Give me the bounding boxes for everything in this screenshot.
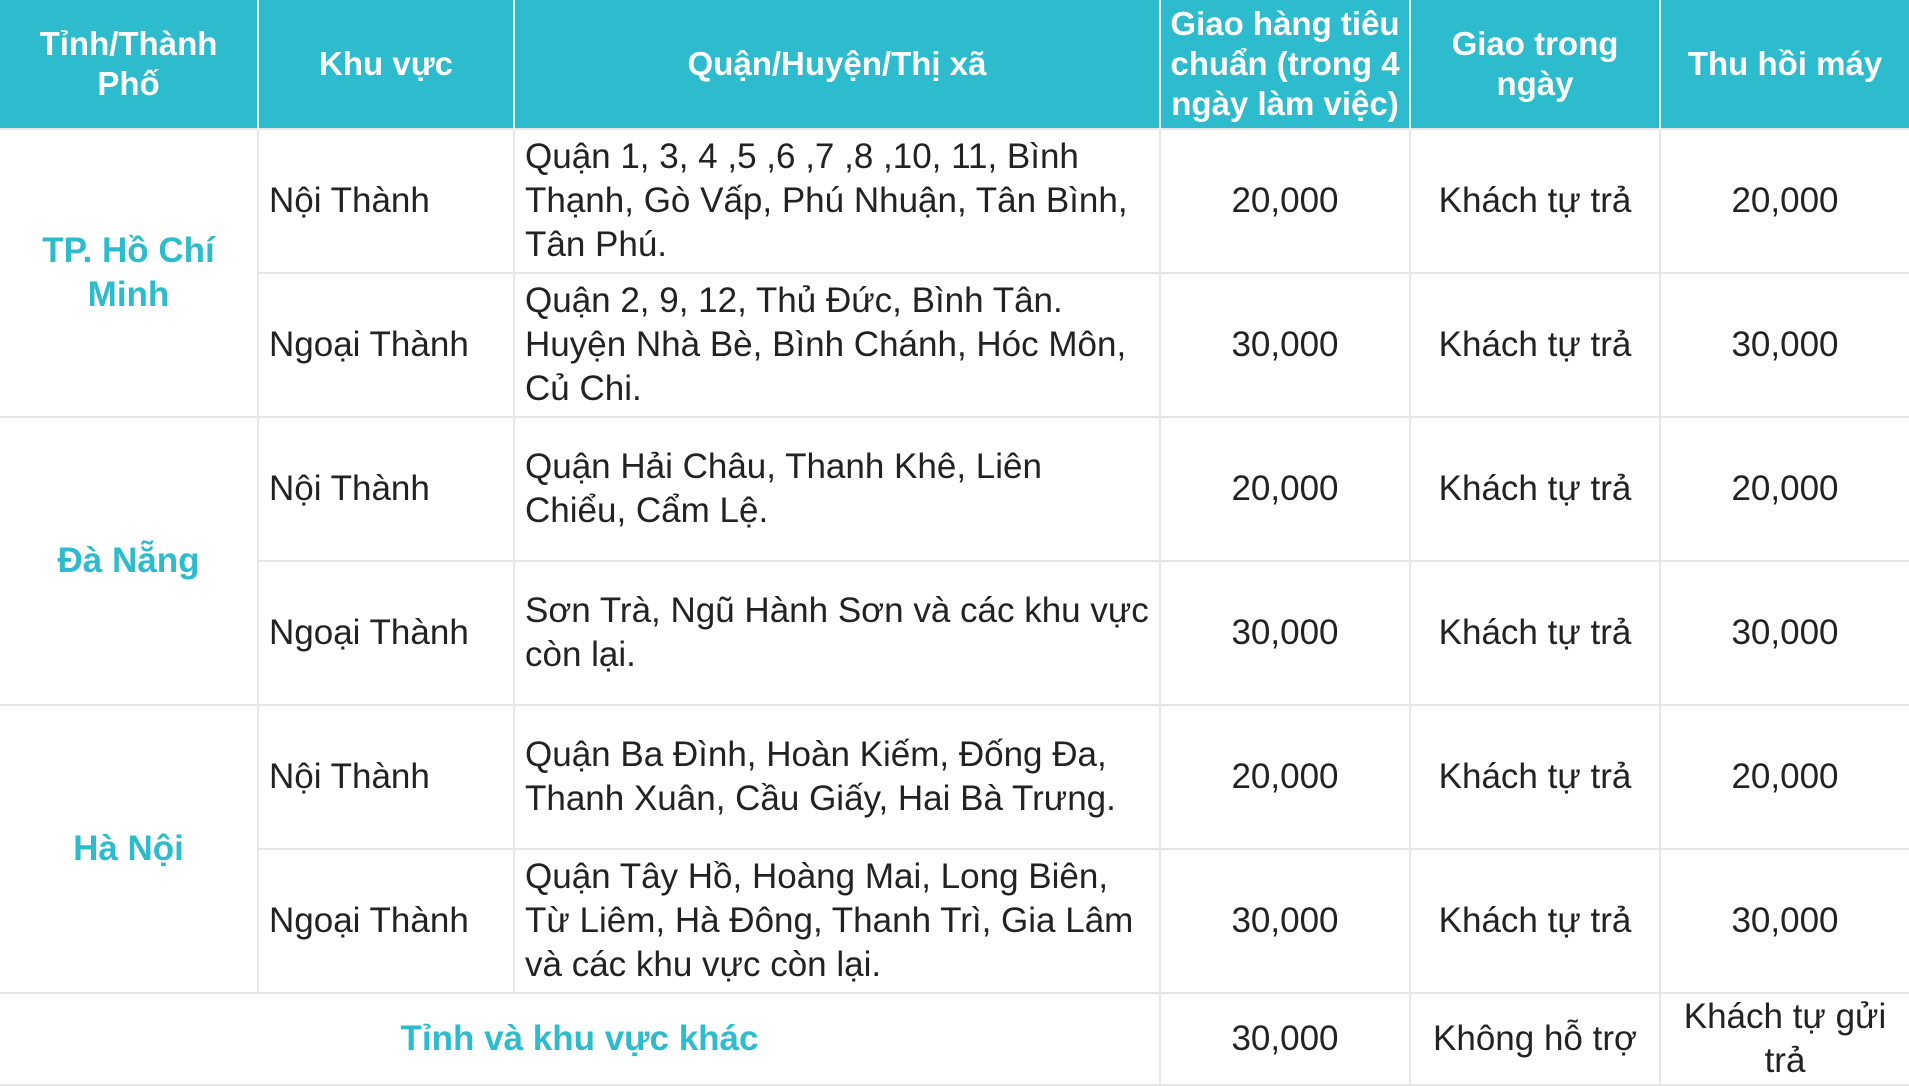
same-day-cell: Khách tự trả bbox=[1410, 561, 1660, 705]
same-day-cell: Khách tự trả bbox=[1410, 273, 1660, 417]
city-cell: TP. Hồ Chí Minh bbox=[0, 129, 258, 417]
table-row bbox=[0, 561, 1909, 705]
standard-fee-cell: 20,000 bbox=[1160, 129, 1410, 273]
return-fee-cell: Khách tự gửi trả bbox=[1660, 993, 1909, 1085]
header-city: Tỉnh/Thành Phố bbox=[0, 0, 258, 129]
standard-fee-cell: 20,000 bbox=[1160, 417, 1410, 561]
return-fee-cell: 30,000 bbox=[1660, 273, 1909, 417]
city-cell: Hà Nội bbox=[0, 705, 258, 993]
same-day-cell: Khách tự trả bbox=[1410, 129, 1660, 273]
standard-fee-cell: 30,000 bbox=[1160, 273, 1410, 417]
return-fee-cell: 20,000 bbox=[1660, 129, 1909, 273]
return-fee-cell: 30,000 bbox=[1660, 561, 1909, 705]
zone-cell: Ngoại Thành bbox=[258, 273, 514, 417]
standard-fee-cell: 30,000 bbox=[1160, 561, 1410, 705]
table-row bbox=[0, 417, 1909, 561]
zone-cell: Nội Thành bbox=[258, 129, 514, 273]
same-day-cell: Khách tự trả bbox=[1410, 705, 1660, 849]
header-same-day: Giao trong ngày bbox=[1410, 0, 1660, 129]
table-body bbox=[0, 129, 1909, 1085]
zone-cell: Nội Thành bbox=[258, 417, 514, 561]
zone-cell: Ngoại Thành bbox=[258, 561, 514, 705]
districts-cell: Quận 1, 3, 4 ,5 ,6 ,7 ,8 ,10, 11, Bình Thạnh, Gò Vấp, Phú Nhuận, Tân Bình, Tân Phú. bbox=[514, 129, 1160, 273]
return-fee-cell: 20,000 bbox=[1660, 705, 1909, 849]
standard-fee-cell: 20,000 bbox=[1160, 705, 1410, 849]
table-row bbox=[0, 849, 1909, 993]
header-device-return: Thu hồi máy bbox=[1660, 0, 1909, 129]
districts-cell: Sơn Trà, Ngũ Hành Sơn và các khu vực còn lại. bbox=[514, 561, 1160, 705]
return-fee-cell: 30,000 bbox=[1660, 849, 1909, 993]
zone-cell: Nội Thành bbox=[258, 705, 514, 849]
districts-cell: Quận Tây Hồ, Hoàng Mai, Long Biên, Từ Liêm, Hà Đông, Thanh Trì, Gia Lâm và các khu vực còn lại. bbox=[514, 849, 1160, 993]
header-zone: Khu vực bbox=[258, 0, 514, 129]
other-regions-row bbox=[0, 993, 1909, 1085]
same-day-cell: Khách tự trả bbox=[1410, 417, 1660, 561]
header-standard-delivery: Giao hàng tiêu chuẩn (trong 4 ngày làm việc) bbox=[1160, 0, 1410, 129]
districts-cell: Quận 2, 9, 12, Thủ Đức, Bình Tân. Huyện Nhà Bè, Bình Chánh, Hóc Môn, Củ Chi. bbox=[514, 273, 1160, 417]
return-fee-cell: 20,000 bbox=[1660, 417, 1909, 561]
other-regions-label: Tỉnh và khu vực khác bbox=[0, 993, 1160, 1085]
standard-fee-cell: 30,000 bbox=[1160, 993, 1410, 1085]
same-day-cell: Khách tự trả bbox=[1410, 849, 1660, 993]
zone-cell: Ngoại Thành bbox=[258, 849, 514, 993]
districts-cell: Quận Hải Châu, Thanh Khê, Liên Chiểu, Cẩm Lệ. bbox=[514, 417, 1160, 561]
same-day-cell: Không hỗ trợ bbox=[1410, 993, 1660, 1085]
table-row bbox=[0, 273, 1909, 417]
header-districts: Quận/Huyện/Thị xã bbox=[514, 0, 1160, 129]
standard-fee-cell: 30,000 bbox=[1160, 849, 1410, 993]
table-row bbox=[0, 129, 1909, 273]
header-row bbox=[0, 0, 1909, 129]
table-header bbox=[0, 0, 1909, 129]
table-row bbox=[0, 705, 1909, 849]
city-cell: Đà Nẵng bbox=[0, 417, 258, 705]
districts-cell: Quận Ba Đình, Hoàn Kiếm, Đống Đa, Thanh Xuân, Cầu Giấy, Hai Bà Trưng. bbox=[514, 705, 1160, 849]
